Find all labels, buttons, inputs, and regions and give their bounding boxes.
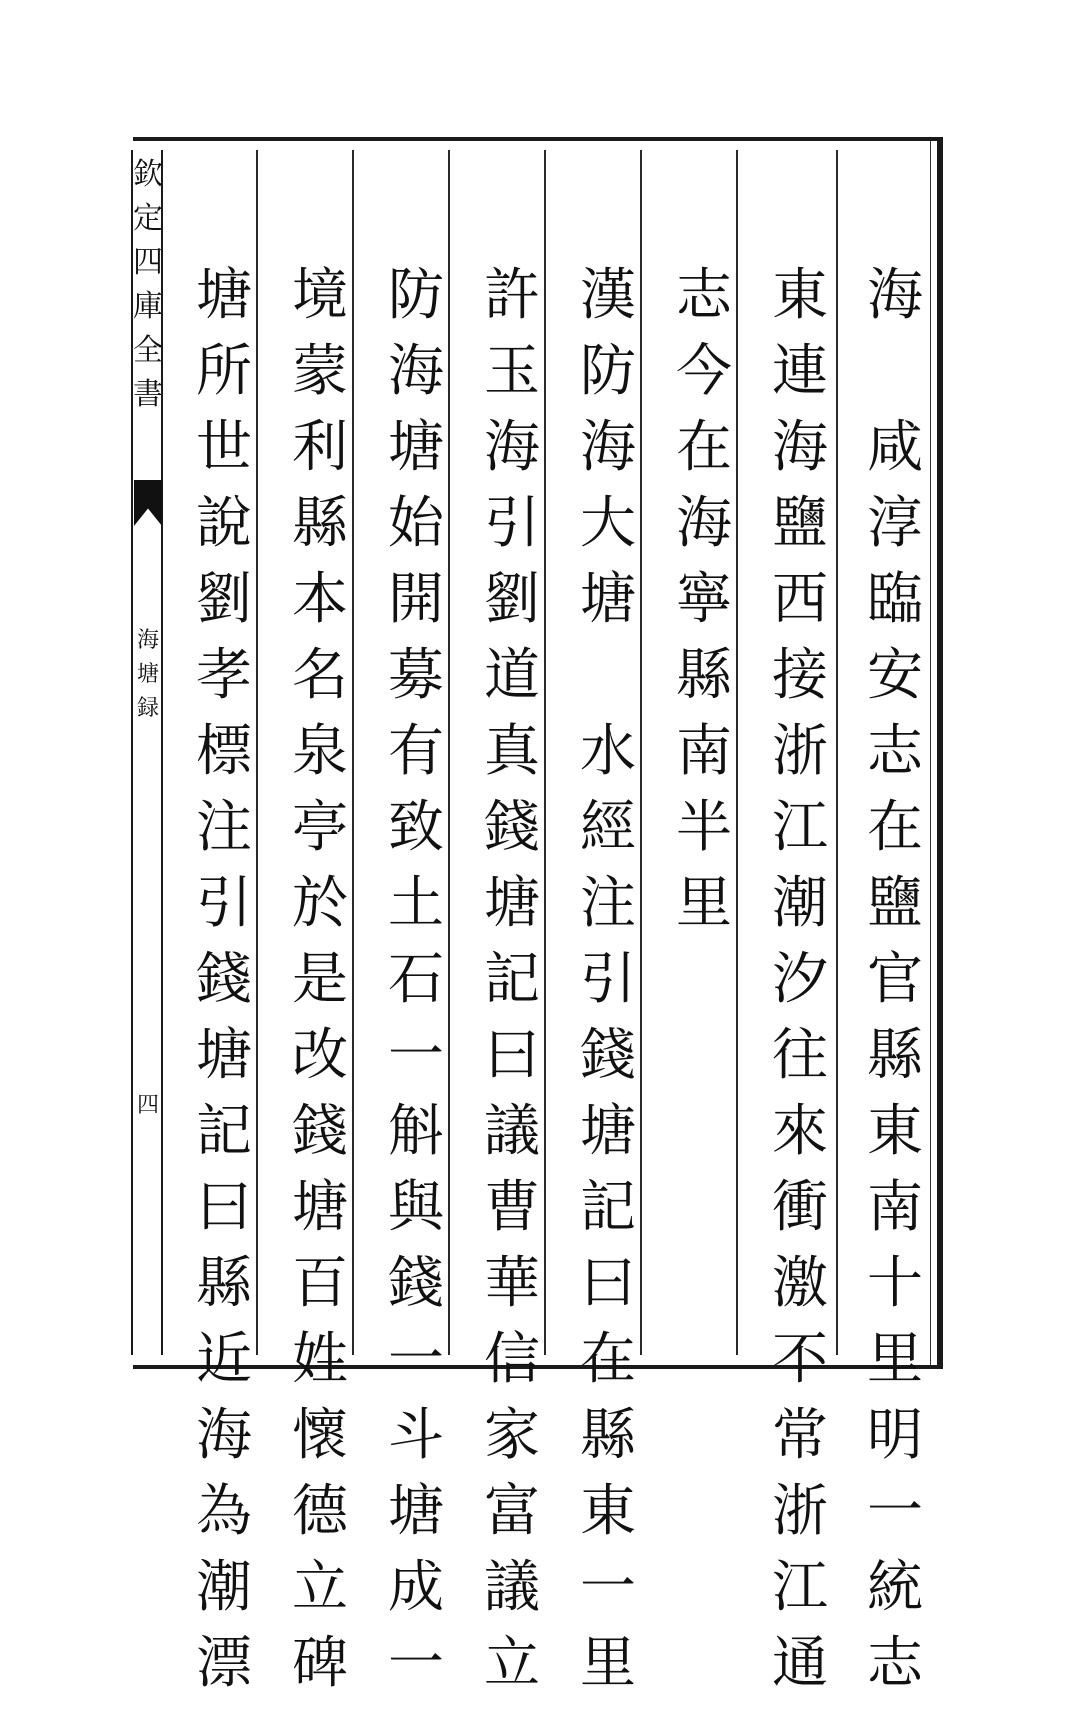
- column-char: 志: [676, 263, 732, 328]
- column-char: 縣: [867, 1023, 923, 1088]
- column-char: 泉: [292, 719, 348, 784]
- column-char: 水: [580, 719, 636, 784]
- column-char: 一: [867, 1479, 923, 1544]
- column-char: 縣: [292, 491, 348, 556]
- column-char: 立: [292, 1555, 348, 1620]
- column-char: 始: [388, 491, 444, 556]
- column-char: 亭: [292, 795, 348, 860]
- column-char: 注: [580, 871, 636, 936]
- column-char: 縣: [196, 1251, 252, 1316]
- column-char: 統: [867, 1555, 923, 1620]
- column-char: 半: [676, 795, 732, 860]
- column-char: 成: [388, 1555, 444, 1620]
- column-char: 通: [772, 1631, 828, 1696]
- column-char: 有: [388, 719, 444, 784]
- text-column: [472, 263, 552, 1712]
- column-char: 潮: [196, 1555, 252, 1620]
- column-char: 汐: [772, 947, 828, 1012]
- column-char: 江: [772, 1555, 828, 1620]
- column-char: 斛: [388, 1099, 444, 1164]
- column-char: 碑: [292, 1631, 348, 1696]
- column-char: 所: [196, 339, 252, 404]
- column-char: 開: [388, 567, 444, 632]
- column-char: 塘: [388, 415, 444, 480]
- column-char: 錢: [292, 1099, 348, 1164]
- column-char: 立: [484, 1631, 540, 1696]
- margin-title-char: 欽: [133, 157, 163, 192]
- column-char: 縣: [676, 643, 732, 708]
- column-char: 記: [484, 947, 540, 1012]
- column-char: 百: [292, 1251, 348, 1316]
- margin-subtitle-char: 海: [136, 628, 159, 653]
- column-char: 里: [676, 871, 732, 936]
- column-char: 記: [580, 1175, 636, 1240]
- column-char: 里: [580, 1631, 636, 1696]
- column-char: 引: [484, 491, 540, 556]
- column-char: 臨: [867, 567, 923, 632]
- column-char: 激: [772, 1251, 828, 1316]
- column-char: 一: [388, 1631, 444, 1696]
- column-char: 斗: [388, 1403, 444, 1468]
- column-char: 利: [292, 415, 348, 480]
- column-char: 玉: [484, 339, 540, 404]
- margin-title-char: 庫: [133, 289, 163, 324]
- column-char: 里: [867, 1327, 923, 1392]
- column-char: 漢: [580, 263, 636, 328]
- column-char: 防: [388, 263, 444, 328]
- column-char: 境: [292, 263, 348, 328]
- column-char: 引: [196, 871, 252, 936]
- column-char: 十: [867, 1251, 923, 1316]
- column-char: 為: [196, 1479, 252, 1544]
- column-char: 曹: [484, 1175, 540, 1240]
- column-char: 衝: [772, 1175, 828, 1240]
- column-char: 大: [580, 491, 636, 556]
- column-char: 曰: [196, 1175, 252, 1240]
- column-char: 注: [196, 795, 252, 860]
- margin-subtitle-char: 塘: [136, 662, 159, 687]
- column-char: 明: [867, 1403, 923, 1468]
- text-column: [184, 263, 264, 1712]
- column-char: 錢: [484, 795, 540, 860]
- column-char: 是: [292, 947, 348, 1012]
- text-column: [568, 263, 648, 1712]
- column-char: 一: [580, 1555, 636, 1620]
- column-char: 官: [867, 947, 923, 1012]
- column-char: 近: [196, 1327, 252, 1392]
- column-char: 塘: [484, 871, 540, 936]
- column-char: 鹽: [867, 871, 923, 936]
- margin-subtitle-char: 録: [136, 696, 159, 721]
- column-char: 咸: [867, 415, 923, 480]
- column-char: 與: [388, 1175, 444, 1240]
- column-char: 東: [867, 1099, 923, 1164]
- text-column: [376, 263, 456, 1712]
- column-char: 今: [676, 339, 732, 404]
- column-char: 塘: [292, 1175, 348, 1240]
- column-char: 常: [772, 1403, 828, 1468]
- column-char: 世: [196, 415, 252, 480]
- column-char: 標: [196, 719, 252, 784]
- margin-book-title: [133, 157, 163, 424]
- column-char: 名: [292, 643, 348, 708]
- column-char: 塘: [196, 1023, 252, 1088]
- column-char: 改: [292, 1023, 348, 1088]
- text-column: [280, 263, 360, 1712]
- column-char: 經: [580, 795, 636, 860]
- column-char: 西: [772, 567, 828, 632]
- margin-title-char: 四: [133, 245, 163, 280]
- column-char: 孝: [196, 643, 252, 708]
- column-char: 劉: [196, 567, 252, 632]
- margin-title-char: 定: [133, 201, 163, 236]
- column-char: 江: [772, 795, 828, 860]
- column-char: 石: [388, 947, 444, 1012]
- column-char: 曰: [580, 1251, 636, 1316]
- column-char: 接: [772, 643, 828, 708]
- margin-section-title: [134, 630, 162, 732]
- column-char: 連: [772, 339, 828, 404]
- column-char: 塘: [580, 1099, 636, 1164]
- margin-page-number: 四: [136, 1093, 159, 1118]
- column-char: 土: [388, 871, 444, 936]
- column-char: 浙: [772, 1479, 828, 1544]
- column-char: 塘: [388, 1479, 444, 1544]
- column-char: 德: [292, 1479, 348, 1544]
- column-char: 一: [388, 1327, 444, 1392]
- column-char: 劉: [484, 567, 540, 632]
- text-column: [855, 263, 935, 1712]
- column-char: 引: [580, 947, 636, 1012]
- column-char: 來: [772, 1099, 828, 1164]
- column-char: 往: [772, 1023, 828, 1088]
- column-char: 東: [580, 1479, 636, 1544]
- column-char: 許: [484, 263, 540, 328]
- column-char: 不: [772, 1327, 828, 1392]
- column-char: 縣: [580, 1403, 636, 1468]
- column-char: 本: [292, 567, 348, 632]
- column-char: 錢: [580, 1023, 636, 1088]
- column-char: 潮: [772, 871, 828, 936]
- column-char: 真: [484, 719, 540, 784]
- margin-title-char: 全: [133, 333, 163, 368]
- column-char: 議: [484, 1555, 540, 1620]
- margin-title-char: 書: [133, 377, 163, 412]
- text-column: [664, 263, 744, 952]
- column-char: 蒙: [292, 339, 348, 404]
- column-char: 募: [388, 643, 444, 708]
- column-char: 海: [580, 415, 636, 480]
- column-char: 南: [676, 719, 732, 784]
- column-char: 議: [484, 1099, 540, 1164]
- column-char: 浙: [772, 719, 828, 784]
- column-char: 在: [676, 415, 732, 480]
- column-char: 說: [196, 491, 252, 556]
- column-char: 一: [388, 1023, 444, 1088]
- column-char: 家: [484, 1403, 540, 1468]
- column-char: 富: [484, 1479, 540, 1544]
- text-column: [760, 263, 840, 1712]
- column-char: 海: [484, 415, 540, 480]
- column-char: 海: [772, 415, 828, 480]
- column-char: 致: [388, 795, 444, 860]
- column-char: 錢: [196, 947, 252, 1012]
- column-char: 記: [196, 1099, 252, 1164]
- column-char: 南: [867, 1175, 923, 1240]
- column-char: 鹽: [772, 491, 828, 556]
- column-char: 漂: [196, 1631, 252, 1696]
- column-char: 信: [484, 1327, 540, 1392]
- column-char: 防: [580, 339, 636, 404]
- column-char: 海: [388, 339, 444, 404]
- column-char: 安: [867, 643, 923, 708]
- column-char: 海: [196, 1403, 252, 1468]
- column-char: 錢: [388, 1251, 444, 1316]
- column-char: 塘: [580, 567, 636, 632]
- column-char: 在: [580, 1327, 636, 1392]
- column-char: 於: [292, 871, 348, 936]
- column-char: 寧: [676, 567, 732, 632]
- column-char: 海: [676, 491, 732, 556]
- column-char: 華: [484, 1251, 540, 1316]
- column-char: 姓: [292, 1327, 348, 1392]
- column-char: 東: [772, 263, 828, 328]
- column-char: 道: [484, 643, 540, 708]
- column-char: 懷: [292, 1403, 348, 1468]
- column-char: 志: [867, 719, 923, 784]
- column-char: 志: [867, 1631, 923, 1696]
- column-char: 海: [867, 263, 923, 328]
- column-char: 曰: [484, 1023, 540, 1088]
- column-char: 在: [867, 795, 923, 860]
- column-char: 塘: [196, 263, 252, 328]
- column-char: 淳: [867, 491, 923, 556]
